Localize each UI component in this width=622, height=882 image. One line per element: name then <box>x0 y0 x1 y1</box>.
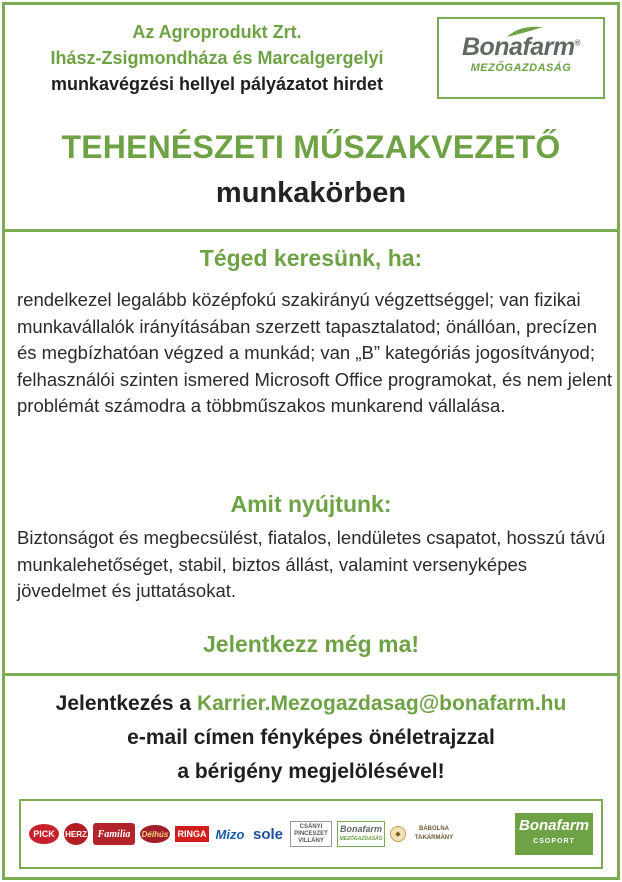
csanyi-logo: CSÁNYI PINCESZET VILLÁNY <box>290 821 332 847</box>
cta-text: Jelentkezz még ma! <box>202 631 420 657</box>
company-locations: Ihász-Zsigmondháza és Marcalgergelyi <box>50 48 384 68</box>
babolna-logo: BÁBOLNA TAKARMÁNY <box>414 826 454 841</box>
delhus-logo: Délhús <box>140 825 170 843</box>
herz-logo: HERZ <box>64 823 88 845</box>
pick-logo: PICK <box>29 824 59 844</box>
requirements-heading: Téged keresünk, ha: <box>199 245 423 271</box>
poster-frame <box>2 2 620 880</box>
company-block <box>13 19 421 97</box>
familia-logo: Familia <box>93 823 135 845</box>
divider <box>5 673 617 676</box>
contact-line3: a bérigény megjelölésével! <box>177 760 445 783</box>
mizo-logo: Mizo <box>215 826 245 842</box>
contact-line2: e-mail címen fényképes önéletrajzzal <box>127 726 495 749</box>
bonafarm-logo <box>437 17 605 99</box>
company-announcement: munkavégzési hellyel pályázatot hirdet <box>50 74 384 94</box>
bonafarm-csoport-logo: Bonafarm CSOPORT <box>515 813 593 855</box>
divider <box>5 229 617 232</box>
offer-text: Biztonságot és megbecsülést, fiatalos, lendületes csapatot, hosszú távú munkalehetőséget, stabil, biztos állást, valamint versenyképes jövedelmet és juttatásokat. <box>17 527 606 601</box>
header <box>5 5 617 227</box>
sole-logo: sole <box>252 825 283 843</box>
contact-block <box>5 687 617 789</box>
logo-name: Bonafarm <box>461 33 575 61</box>
leaf-icon <box>505 25 545 39</box>
job-title: TEHENÉSZETI MŰSZAKVEZETŐ <box>61 129 561 165</box>
email-link[interactable]: Karrier.Mezogazdasag@bonafarm.hu <box>196 692 567 715</box>
job-subtitle: munkakörben <box>215 177 407 209</box>
requirements-text: rendelkezel legalább középfokú szakirányú végzettséggel; van fizikai munkavállalók irányításában szerzett tapasztalatod; önállóan, precízen és megbízhatóan végzed a munkád; van „B” kategóriás jogosítványod; felhasználói szinten ismered Microsoft Office programokat, és nem jelent problémát számodra a többműszakos munkarend vállalása. <box>17 289 613 416</box>
company-name: Az Agroprodukt Zrt. <box>132 22 302 42</box>
logo-registered: ® <box>574 38 581 48</box>
offer-heading: Amit nyújtunk: <box>230 491 392 517</box>
logo-subtitle: MEZŐGAZDASÁG <box>470 62 572 74</box>
contact-prefix: Jelentkezés a <box>55 692 192 715</box>
brand-logos-strip <box>19 799 603 869</box>
bonafarm-mezogazdasag-logo: Bonafarm MEZŐGAZDASÁG <box>337 821 385 847</box>
ringa-logo: RINGA <box>175 826 209 842</box>
babolna-emblem-icon: ◆ <box>390 826 406 842</box>
